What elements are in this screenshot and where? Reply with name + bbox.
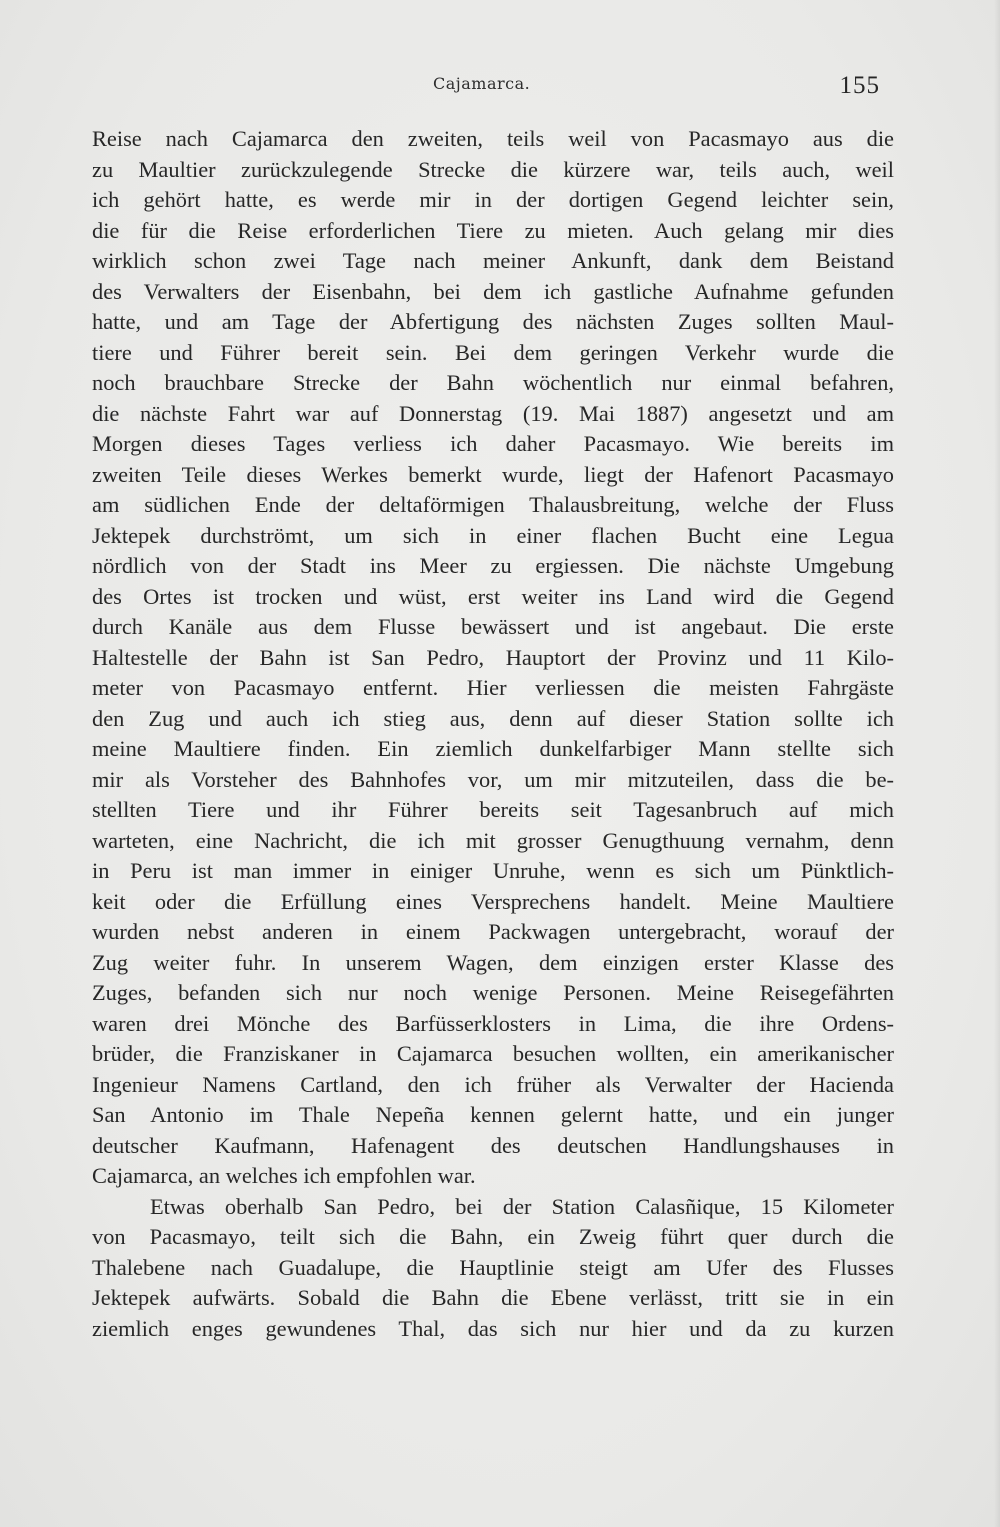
running-head: Cajamarca. <box>433 74 531 93</box>
text-line: brüder, die Franziskaner in Cajamarca besuchen wollten, ein amerikanischer <box>92 1041 894 1066</box>
text-line: Thalebene nach Guadalupe, die Hauptlinie steigt am Ufer des Flusses <box>92 1254 894 1280</box>
text-line: von Pacasmayo, teilt sich die Bahn, ein Zweig führt quer durch die <box>92 1224 894 1249</box>
text-line: nördlich von der Stadt ins Meer zu ergiessen. Die nächste Umgebung <box>92 553 894 578</box>
text-line: zu Maultier zurückzulegende Strecke die kürzere war, teils auch, weil <box>92 156 894 182</box>
text-line: die nächste Fahrt war auf Donnerstag (19. Mai 1887) angesetzt und am <box>92 400 894 426</box>
text-line: am südlichen Ende der deltaförmigen Thalausbreitung, welche der Fluss <box>92 492 894 517</box>
text-line: des Verwalters der Eisenbahn, bei dem ich gastliche Aufnahme gefunden <box>92 278 894 304</box>
paragraph <box>92 124 894 1192</box>
text-line: Jektepek durchströmt, um sich in einer flachen Bucht eine Legua <box>92 522 894 548</box>
text-line: warteten, eine Nachricht, die ich mit grosser Genugthuung vernahm, denn <box>92 827 894 853</box>
text-line: mir als Vorsteher des Bahnhofes vor, um mir mitzuteilen, dass die be- <box>92 766 894 792</box>
text-line: in Peru ist man immer in einiger Unruhe, wenn es sich um Pünktlich- <box>92 858 894 883</box>
body-text <box>92 124 894 1344</box>
text-line: San Antonio im Thale Nepeña kennen gelernt hatte, und ein junger <box>92 1102 894 1127</box>
text-line: durch Kanäle aus dem Flusse bewässert und ist angebaut. Die erste <box>92 614 894 639</box>
page-number: 155 <box>839 72 880 99</box>
text-line: die für die Reise erforderlichen Tiere zu mieten. Auch gelang mir dies <box>92 217 894 243</box>
text-line: Cajamarca, an welches ich empfohlen war. <box>92 1163 476 1188</box>
text-line: Etwas oberhalb San Pedro, bei der Station Calasñique, 15 Kilometer <box>150 1193 894 1219</box>
text-line: des Ortes ist trocken und wüst, erst weiter ins Land wird die Gegend <box>92 583 894 609</box>
text-line: Morgen dieses Tages verliess ich daher Pacasmayo. Wie bereits im <box>92 431 894 456</box>
text-line: Ingenieur Namens Cartland, den ich früher als Verwalter der Hacienda <box>92 1071 894 1097</box>
text-line: waren drei Mönche des Barfüsserklosters in Lima, die ihre Ordens- <box>92 1010 894 1036</box>
text-line: wirklich schon zwei Tage nach meiner Ankunft, dank dem Beistand <box>92 248 894 273</box>
text-line: hatte, und am Tage der Abfertigung des nächsten Zuges sollten Maul- <box>92 309 894 334</box>
text-line: ich gehört hatte, es werde mir in der dortigen Gegend leichter sein, <box>92 187 894 212</box>
text-line: Haltestelle der Bahn ist San Pedro, Hauptort der Provinz und 11 Kilo- <box>92 644 894 670</box>
page-header <box>90 74 880 104</box>
text-line: meine Maultiere finden. Ein ziemlich dunkelfarbiger Mann stellte sich <box>92 736 894 761</box>
text-line: tiere und Führer bereit sein. Bei dem geringen Verkehr wurde die <box>92 339 894 365</box>
text-line: Reise nach Cajamarca den zweiten, teils weil von Pacasmayo aus die <box>92 126 894 151</box>
text-line: noch brauchbare Strecke der Bahn wöchentlich nur einmal befahren, <box>92 370 894 395</box>
text-line: stellten Tiere und ihr Führer bereits seit Tagesanbruch auf mich <box>92 797 894 822</box>
text-line: wurden nebst anderen in einem Packwagen untergebracht, worauf der <box>92 919 894 944</box>
paragraph <box>92 1192 894 1345</box>
text-line: Zug weiter fuhr. In unserem Wagen, dem einzigen erster Klasse des <box>92 949 894 975</box>
text-line: zweiten Teile dieses Werkes bemerkt wurde, liegt der Hafenort Pacasmayo <box>92 461 894 487</box>
text-line: Jektepek aufwärts. Sobald die Bahn die Ebene verlässt, tritt sie in ein <box>92 1285 894 1310</box>
text-line: Zuges, befanden sich nur noch wenige Personen. Meine Reisegefährten <box>92 980 894 1005</box>
text-line: deutscher Kaufmann, Hafenagent des deutschen Handlungshauses in <box>92 1132 894 1158</box>
text-line: meter von Pacasmayo entfernt. Hier verliessen die meisten Fahrgäste <box>92 675 894 700</box>
page-edge <box>994 0 1000 1527</box>
text-line: keit oder die Erfüllung eines Versprechens handelt. Meine Maultiere <box>92 888 894 914</box>
text-line: ziemlich enges gewundenes Thal, das sich nur hier und da zu kurzen <box>92 1315 894 1341</box>
text-line: den Zug und auch ich stieg aus, denn auf dieser Station sollte ich <box>92 705 894 731</box>
